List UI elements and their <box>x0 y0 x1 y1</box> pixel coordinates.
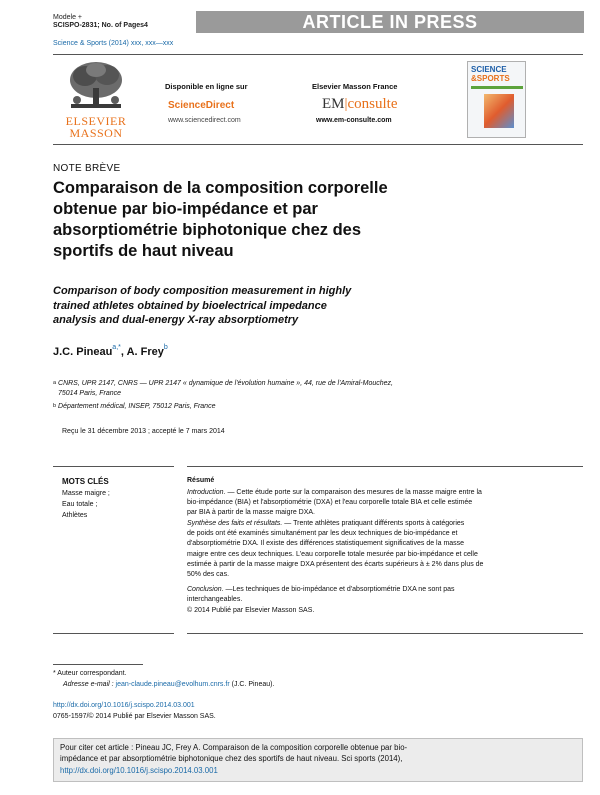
email-owner: (J.C. Pineau). <box>231 681 275 688</box>
keyword: Masse maigre ; <box>62 490 110 497</box>
keywords-divider <box>53 466 174 467</box>
abstract-line: bio-impédance (BIA) et l'absorptiométrie (DXA) et l'eau corporelle totale BIA et celle estimée <box>187 499 473 507</box>
modele-label: Modele + <box>53 14 82 21</box>
author-separator: , <box>120 346 127 358</box>
banner-divider-top <box>53 54 583 55</box>
section-label: NOTE BRÈVE <box>53 163 121 174</box>
abstract-label: Synthèse des faits et résultats. <box>187 520 283 527</box>
cover-title <box>471 65 525 83</box>
keywords-end-divider <box>53 633 174 634</box>
ref-line: SCISPO-2831; No. of Pages4 <box>53 22 148 29</box>
cover-title-line2: &SPORTS <box>471 74 510 83</box>
em-consulte-url[interactable]: www.em-consulte.com <box>316 117 392 124</box>
abstract-divider <box>187 466 583 467</box>
elsevier-tree-logo <box>63 60 129 112</box>
title-en-line: trained athletes obtained by bioelectrical impedance <box>53 299 327 312</box>
banner-divider-bottom <box>53 144 583 145</box>
title-en-line: analysis and dual-energy X-ray absorptiometry <box>53 314 299 326</box>
title-en-line: Comparison of body composition measurement in highly <box>53 285 352 297</box>
citation-text <box>60 742 578 776</box>
article-in-press-label: ARTICLE IN PRESS <box>302 12 478 32</box>
title-french <box>53 178 473 262</box>
em-logo-bar: | <box>344 96 348 112</box>
abstract-line: — Cette étude porte sur la comparaison des mesures de la masse maigre entre la <box>225 489 482 496</box>
abstract-line: d'absorptiométrie DXA. Il existe des différences statistiquement significatives de la masse <box>187 540 465 548</box>
corresponding-author-note: * Auteur correspondant. <box>53 670 127 677</box>
abstract-line: — Trente athlètes pratiquant différents sports à catégories <box>282 520 465 527</box>
sciencedirect-logo[interactable]: ScienceDirect <box>168 100 235 111</box>
abstract-line: interchangeables. <box>187 596 243 604</box>
affiliation-mark: b <box>53 403 57 409</box>
abstract-line: de poids ont été examinés simultanément par les deux techniques de bio-impédance et <box>187 530 458 538</box>
citation-line: impédance et par absorptiométrie biphotonique chez des sportifs de haut niveau. Sci sports (2014), <box>60 754 403 764</box>
email-link[interactable]: jean-claude.pineau@evolhum.cnrs.fr <box>115 681 230 688</box>
author-name: A. Frey <box>126 346 164 358</box>
cover-illustration <box>484 94 514 128</box>
author-list <box>53 346 168 358</box>
doi-link[interactable]: http://dx.doi.org/10.1016/j.scispo.2014.03.001 <box>53 702 195 709</box>
abstract-heading: Résumé <box>187 477 215 484</box>
cover-title-line1: SCIENCE <box>471 65 507 74</box>
abstract-line: maigre entre ces deux techniques. L'eau corporelle totale mesurée par bio-impédance et celle <box>187 550 478 558</box>
abstract-line: par BIA à partir de la masse maigre DXA. <box>187 509 315 517</box>
email-label: Adresse e-mail : <box>63 681 114 688</box>
em-france-label: Elsevier Masson France <box>312 82 398 91</box>
sciencedirect-url[interactable]: www.sciencedirect.com <box>168 117 241 124</box>
masson-wordmark: MASSON <box>69 126 123 140</box>
affiliation-text: 75014 Paris, France <box>58 390 122 397</box>
author-affiliation-mark[interactable]: b <box>163 344 168 351</box>
keywords-heading: MOTS CLÉS <box>62 477 109 486</box>
elsevier-wordmark: ELSEVIER <box>65 114 127 128</box>
citation-line: Pour citer cet article : Pineau JC, Frey A. Comparaison de la composition corporelle obtenue par bio- <box>60 743 408 752</box>
abstract-conclusion <box>187 585 583 605</box>
abstract-label: Introduction. <box>187 489 226 496</box>
citation-doi-link[interactable]: http://dx.doi.org/10.1016/j.scispo.2014.03.001 <box>60 765 218 775</box>
em-logo-em: EM <box>322 96 345 112</box>
title-fr-line: Comparaison de la composition corporelle <box>53 179 388 197</box>
abstract-label: Conclusion. <box>187 586 224 593</box>
model-ref <box>53 14 148 30</box>
title-fr-line: obtenue par bio-impédance et par <box>53 200 318 218</box>
title-english <box>53 284 433 328</box>
abstract-line: estimée à partir de la masse maigre DXA présentent des écarts supérieurs à ± 2% dans plus de <box>187 560 484 568</box>
email-note <box>53 681 274 688</box>
author-name: J.C. Pineau <box>53 346 113 358</box>
title-fr-line: absorptiométrie biphotonique chez des <box>53 221 362 239</box>
journal-cover-image <box>467 61 526 138</box>
keyword: Eau totale ; <box>62 501 98 508</box>
affiliation-mark: a <box>53 380 57 386</box>
em-consulte-logo[interactable] <box>322 96 398 113</box>
abstract-line: —Les techniques de bio-impédance et d'absorptiométrie DXA ne sont pas <box>223 586 455 593</box>
issn-copyright: 0765-1597/© 2014 Publié par Elsevier Masson SAS. <box>53 713 216 720</box>
abstract-synthesis <box>187 519 583 580</box>
affiliation-text: Département médical, INSEP, 75012 Paris, France <box>58 403 216 410</box>
affiliation-b <box>53 402 393 412</box>
keyword: Athlètes <box>62 512 88 519</box>
abstract-end-divider <box>187 633 583 634</box>
abstract-line: 50% des cas. <box>187 571 230 579</box>
affiliation-a <box>53 379 393 399</box>
em-logo-consulte: consulte <box>347 96 398 112</box>
cover-stripe <box>471 86 523 89</box>
footnote-divider <box>53 664 143 665</box>
affiliation-text: CNRS, UPR 2147, CNRS — UPR 2147 « dynamique de l'évolution humaine », 44, rue de l'Amiral-Mouchez, <box>58 380 393 387</box>
title-fr-line: sportifs de haut niveau <box>53 242 234 260</box>
journal-reference-link[interactable]: Science & Sports (2014) xxx, xxx—xxx <box>53 40 174 47</box>
available-online-label: Disponible en ligne sur <box>165 82 248 91</box>
received-dates: Reçu le 31 décembre 2013 ; accepté le 7 mars 2014 <box>62 428 225 435</box>
author-affiliation-mark[interactable]: a,* <box>112 344 121 351</box>
abstract-copyright: © 2014 Publié par Elsevier Masson SAS. <box>187 607 315 614</box>
abstract-introduction <box>187 488 583 519</box>
